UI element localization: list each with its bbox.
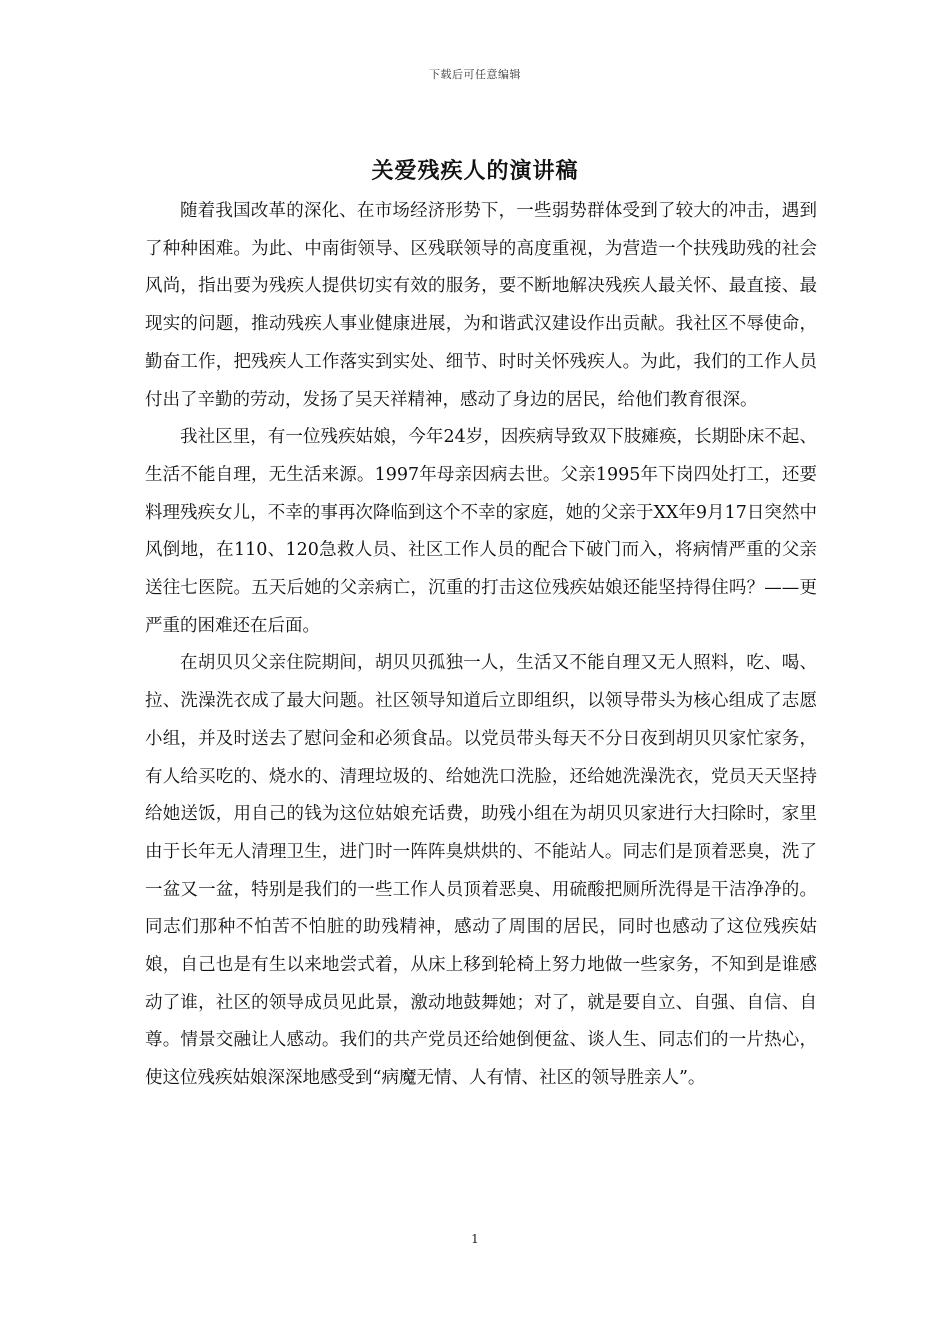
page-header: 下载后可任意编辑 (429, 68, 521, 81)
document-body (145, 193, 817, 1098)
page-number: 1 (471, 1232, 479, 1246)
paragraph-3: 在胡贝贝父亲住院期间，胡贝贝孤独一人，生活又不能自理又无人照料，吃、喝、拉、洗澡洗衣成了最大问题。社区领导知道后立即组织，以领导带头为核心组成了志愿小组，并及时送去了慰问金和必须食品。以党员带头每天不分日夜到胡贝贝家忙家务，有人给买吃的、烧水的、清理垃圾的、给她洗口洗脸，还给她洗澡洗衣，党员天天坚持给她送饭，用自己的钱为这位姑娘充话费，助残小组在为胡贝贝家进行大扫除时，家里由于长年无人清理卫生，进门时一阵阵臭烘烘的、不能站人。同志们是顶着恶臭，洗了一盆又一盆，特别是我们的一些工作人员顶着恶臭、用硫酸把厕所洗得是干洁净净的。同志们那种不怕苦不怕脏的助残精神，感动了周围的居民，同时也感动了这位残疾姑娘，自己也是有生以来地尝式着，从床上移到轮椅上努力地做一些家务，不知到是谁感动了谁，社区的领导成员见此景，激动地鼓舞她；对了，就是要自立、自强、自信、自尊。情景交融让人感动。我们的共产党员还给她倒便盆、谈人生、同志们的一片热心，使这位残疾姑娘深深地感受到“病魔无情、人有情、社区的领导胜亲人”。 (145, 653, 817, 1089)
paragraph-2: 我社区里，有一位残疾姑娘，今年24岁，因疾病导致双下肢瘫痪，长期卧床不起、生活不能自理，无生活来源。1997年母亲因病去世。父亲1995年下岗四处打工，还要料理残疾女儿，不幸的事再次降临到这个不幸的家庭，她的父亲于XX年9月17日突然中风倒地，在110、120急救人员、社区工作人员的配合下破门而入，将病情严重的父亲送往七医院。五天后她的父亲病亡，沉重的打击这位残疾姑娘还能坚持得住吗？——更严重的困难还在后面。 (145, 427, 817, 636)
document-title: 关爱残疾人的演讲稿 (371, 158, 579, 184)
paragraph-1: 随着我国改革的深化、在市场经济形势下，一些弱势群体受到了较大的冲击，遇到了种种困难。为此、中南街领导、区残联领导的高度重视，为营造一个扶残助残的社会风尚，指出要为残疾人提供切实有效的服务，要不断地解决残疾人最关怀、最直接、最现实的问题，推动残疾人事业健康进展，为和谐武汉建设作出贡献。我社区不辱使命，勤奋工作，把残疾人工作落实到实处、细节、时时关怀残疾人。为此，我们的工作人员付出了辛勤的劳动，发扬了吴天祥精神，感动了身边的居民，给他们教育很深。 (145, 201, 817, 410)
